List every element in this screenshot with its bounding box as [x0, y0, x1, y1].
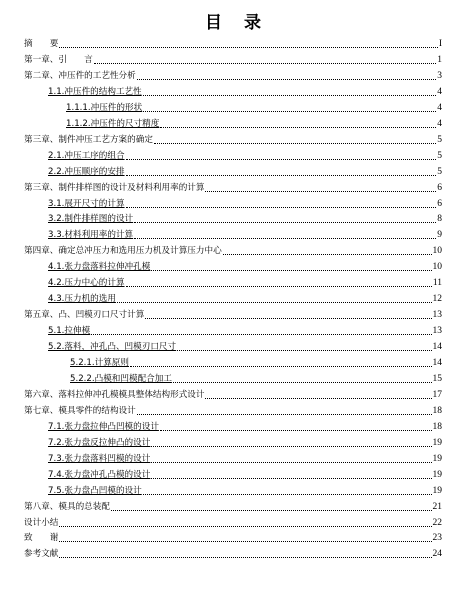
toc-entry-label: 4.2.压力中心的计算 [48, 278, 125, 289]
toc-entry[interactable] [24, 180, 442, 194]
toc-page-number: 14 [432, 358, 442, 368]
toc-leader-dots [137, 79, 437, 80]
toc-entry[interactable] [24, 546, 442, 560]
toc-leader-dots [160, 127, 436, 128]
toc-entry-label: 设计小结 [24, 517, 59, 528]
toc-entry-label: 第一章、引 言 [24, 54, 93, 65]
toc-entry-label: 4.1.张力盘落料拉伸冲孔模 [48, 262, 151, 273]
toc-leader-dots [126, 286, 432, 287]
toc-leader-dots [205, 191, 436, 192]
toc-leader-dots [151, 446, 431, 447]
toc-entry-label: 第八章、模具的总装配 [24, 501, 110, 512]
toc-page-number: 12 [432, 294, 442, 305]
toc-page-number: 11 [432, 278, 442, 289]
toc-page-number: 23 [432, 533, 442, 544]
toc-leader-dots [59, 526, 431, 527]
toc-page-number: 4 [437, 102, 442, 113]
toc-entry[interactable] [66, 116, 442, 130]
toc-leader-dots [223, 254, 432, 255]
toc-page-number: 18 [432, 421, 442, 432]
toc-page-number: 17 [432, 389, 442, 400]
toc-page-number: 19 [432, 453, 442, 464]
toc-entry-label: 2.1.冲压工序的组合 [48, 150, 125, 161]
toc-entry-label: 摘 要 [24, 39, 59, 49]
toc-entry[interactable] [70, 355, 442, 369]
toc-entry[interactable] [24, 515, 442, 529]
toc-leader-dots [177, 350, 431, 351]
toc-entry-label: 5.2.2.凸模和凹模配合加工 [70, 373, 172, 384]
toc-leader-dots [151, 270, 431, 271]
toc-entry-label: 7.1.张力盘拉伸凸凹模的设计 [48, 421, 159, 432]
toc-page-number: 10 [432, 262, 442, 273]
toc-page-number: 3 [437, 70, 442, 81]
toc-page-number: 21 [432, 501, 442, 512]
toc-entry-label: 第四章、确定总冲压力和选用压力机及计算压力中心 [24, 246, 222, 257]
toc-entry[interactable] [48, 339, 442, 353]
toc-leader-dots [126, 159, 437, 160]
toc-page-number: 5 [437, 166, 442, 177]
toc-page-number: 13 [432, 310, 442, 321]
toc-entry[interactable] [48, 435, 442, 449]
toc-page-number: 18 [432, 405, 442, 416]
toc-entry-label: 3.3.材料利用率的计算 [48, 230, 134, 241]
toc-entry[interactable] [48, 419, 442, 433]
toc-page-number: 22 [432, 517, 442, 528]
toc-page-number: 19 [432, 485, 442, 496]
toc-entry[interactable] [48, 84, 442, 98]
toc-leader-dots [91, 334, 431, 335]
toc-leader-dots [151, 478, 431, 479]
toc-leader-dots [143, 494, 432, 495]
toc-leader-dots [111, 510, 432, 511]
toc-entry[interactable] [48, 275, 442, 289]
toc-entry-label: 第二章、冲压件的工艺性分析 [24, 70, 136, 81]
toc-entry[interactable] [48, 451, 442, 465]
toc-entry-label: 7.5.张力盘凸凹模的设计 [48, 485, 142, 496]
toc-leader-dots [126, 175, 437, 176]
toc-leader-dots [130, 366, 432, 367]
toc-leader-dots [137, 414, 432, 415]
toc-page-number: 14 [432, 342, 442, 353]
toc-entry[interactable] [48, 291, 442, 305]
toc-entry[interactable] [24, 52, 442, 66]
toc-entry[interactable] [24, 132, 442, 146]
toc-page-number: I [438, 39, 442, 49]
toc-leader-dots [154, 143, 436, 144]
toc-entry[interactable] [48, 467, 442, 481]
toc-entry-label: 3.2.制件排样图的设计 [48, 214, 134, 225]
toc-entry[interactable] [48, 196, 442, 210]
toc-entry-label: 3.1.展开尺寸的计算 [48, 198, 125, 209]
toc-entry-label: 第七章、模具零件的结构设计 [24, 405, 136, 416]
toc-entry[interactable] [24, 499, 442, 513]
toc-leader-dots [160, 430, 432, 431]
toc-entry[interactable] [24, 68, 442, 82]
toc-page-number: 9 [437, 230, 442, 241]
toc-entry[interactable] [66, 100, 442, 114]
toc-page-number: 4 [437, 118, 442, 129]
toc-entry-label: 1.1.1.冲压件的形状 [66, 102, 143, 113]
toc-entry-label: 第五章、凸、凹模刃口尺寸计算 [24, 310, 145, 321]
toc-entry-label: 致 谢 [24, 533, 59, 544]
toc-entry-label: 2.2.冲压顺序的安排 [48, 166, 125, 177]
toc-entry-label: 5.2.落料，冲孔凸、凹模刃口尺寸 [48, 342, 177, 353]
toc-leader-dots [143, 111, 436, 112]
toc-page-number: 10 [432, 246, 442, 257]
toc-entry-label: 7.2.张力盘反拉伸凸的设计 [48, 437, 151, 448]
toc-entry[interactable] [48, 211, 442, 225]
toc-leader-dots [134, 222, 436, 223]
toc-page-number: 19 [432, 437, 442, 448]
toc-entry-label: 5.1.拉伸模 [48, 326, 91, 337]
toc-entry[interactable] [48, 227, 442, 241]
toc-entry-label: 1.1.冲压件的结构工艺性 [48, 86, 142, 97]
toc-entry[interactable] [48, 164, 442, 178]
toc-entry-label: 4.3.压力机的选用 [48, 294, 116, 305]
toc-page-number: 4 [437, 86, 442, 97]
toc-leader-dots [126, 207, 437, 208]
toc-leader-dots [59, 47, 437, 48]
toc-entry-label: 7.3.张力盘落料凹模的设计 [48, 453, 151, 464]
toc-leader-dots [134, 238, 436, 239]
toc-page-number: 5 [437, 134, 442, 145]
toc-page-number: 15 [432, 373, 442, 384]
toc-entry-label: 第三章、制件冲压工艺方案的确定 [24, 134, 153, 145]
toc-entry-label: 第六章、落料拉伸冲孔模模具整体结构形式设计 [24, 389, 205, 400]
toc-leader-dots [59, 541, 431, 542]
toc-leader-dots [59, 557, 431, 558]
page-title: 目 录 [205, 13, 269, 33]
toc-leader-dots [117, 302, 432, 303]
toc-entry[interactable] [48, 259, 442, 273]
toc-entry-label: 7.4.张力盘冲孔凸模的设计 [48, 469, 151, 480]
toc-entry-label: 第三章、制件排样图的设计及材料利用率的计算 [24, 182, 205, 193]
toc-page-number: 6 [437, 182, 442, 193]
toc-entry[interactable] [48, 323, 442, 337]
toc-page-number: 1 [437, 54, 442, 65]
toc-entry[interactable] [24, 307, 442, 321]
toc-leader-dots [145, 318, 431, 319]
toc-entry[interactable] [24, 387, 442, 401]
toc-page-number: 13 [432, 326, 442, 337]
toc-entry[interactable] [48, 483, 442, 497]
toc-leader-dots [205, 398, 431, 399]
toc-entry[interactable] [24, 243, 442, 257]
toc-leader-dots [143, 95, 437, 96]
toc-entry[interactable] [24, 530, 442, 544]
toc-entry[interactable] [24, 36, 442, 50]
toc-page-number: 5 [437, 150, 442, 161]
toc-page-number: 24 [432, 549, 442, 560]
toc-leader-dots [94, 63, 436, 64]
toc-page-number: 8 [437, 214, 442, 225]
toc-entry[interactable] [24, 403, 442, 417]
toc-entry-label: 1.1.2.冲压件的尺寸精度 [66, 118, 160, 129]
toc-page-number: 19 [432, 469, 442, 480]
toc-entry[interactable] [48, 148, 442, 162]
toc-entry-label: 5.2.1.计算原则 [70, 358, 129, 368]
toc-leader-dots [173, 382, 432, 383]
toc-entry[interactable] [70, 371, 442, 385]
toc-entry-label: 参考文献 [24, 549, 59, 560]
toc-page-number: 6 [437, 198, 442, 209]
toc-leader-dots [151, 462, 431, 463]
